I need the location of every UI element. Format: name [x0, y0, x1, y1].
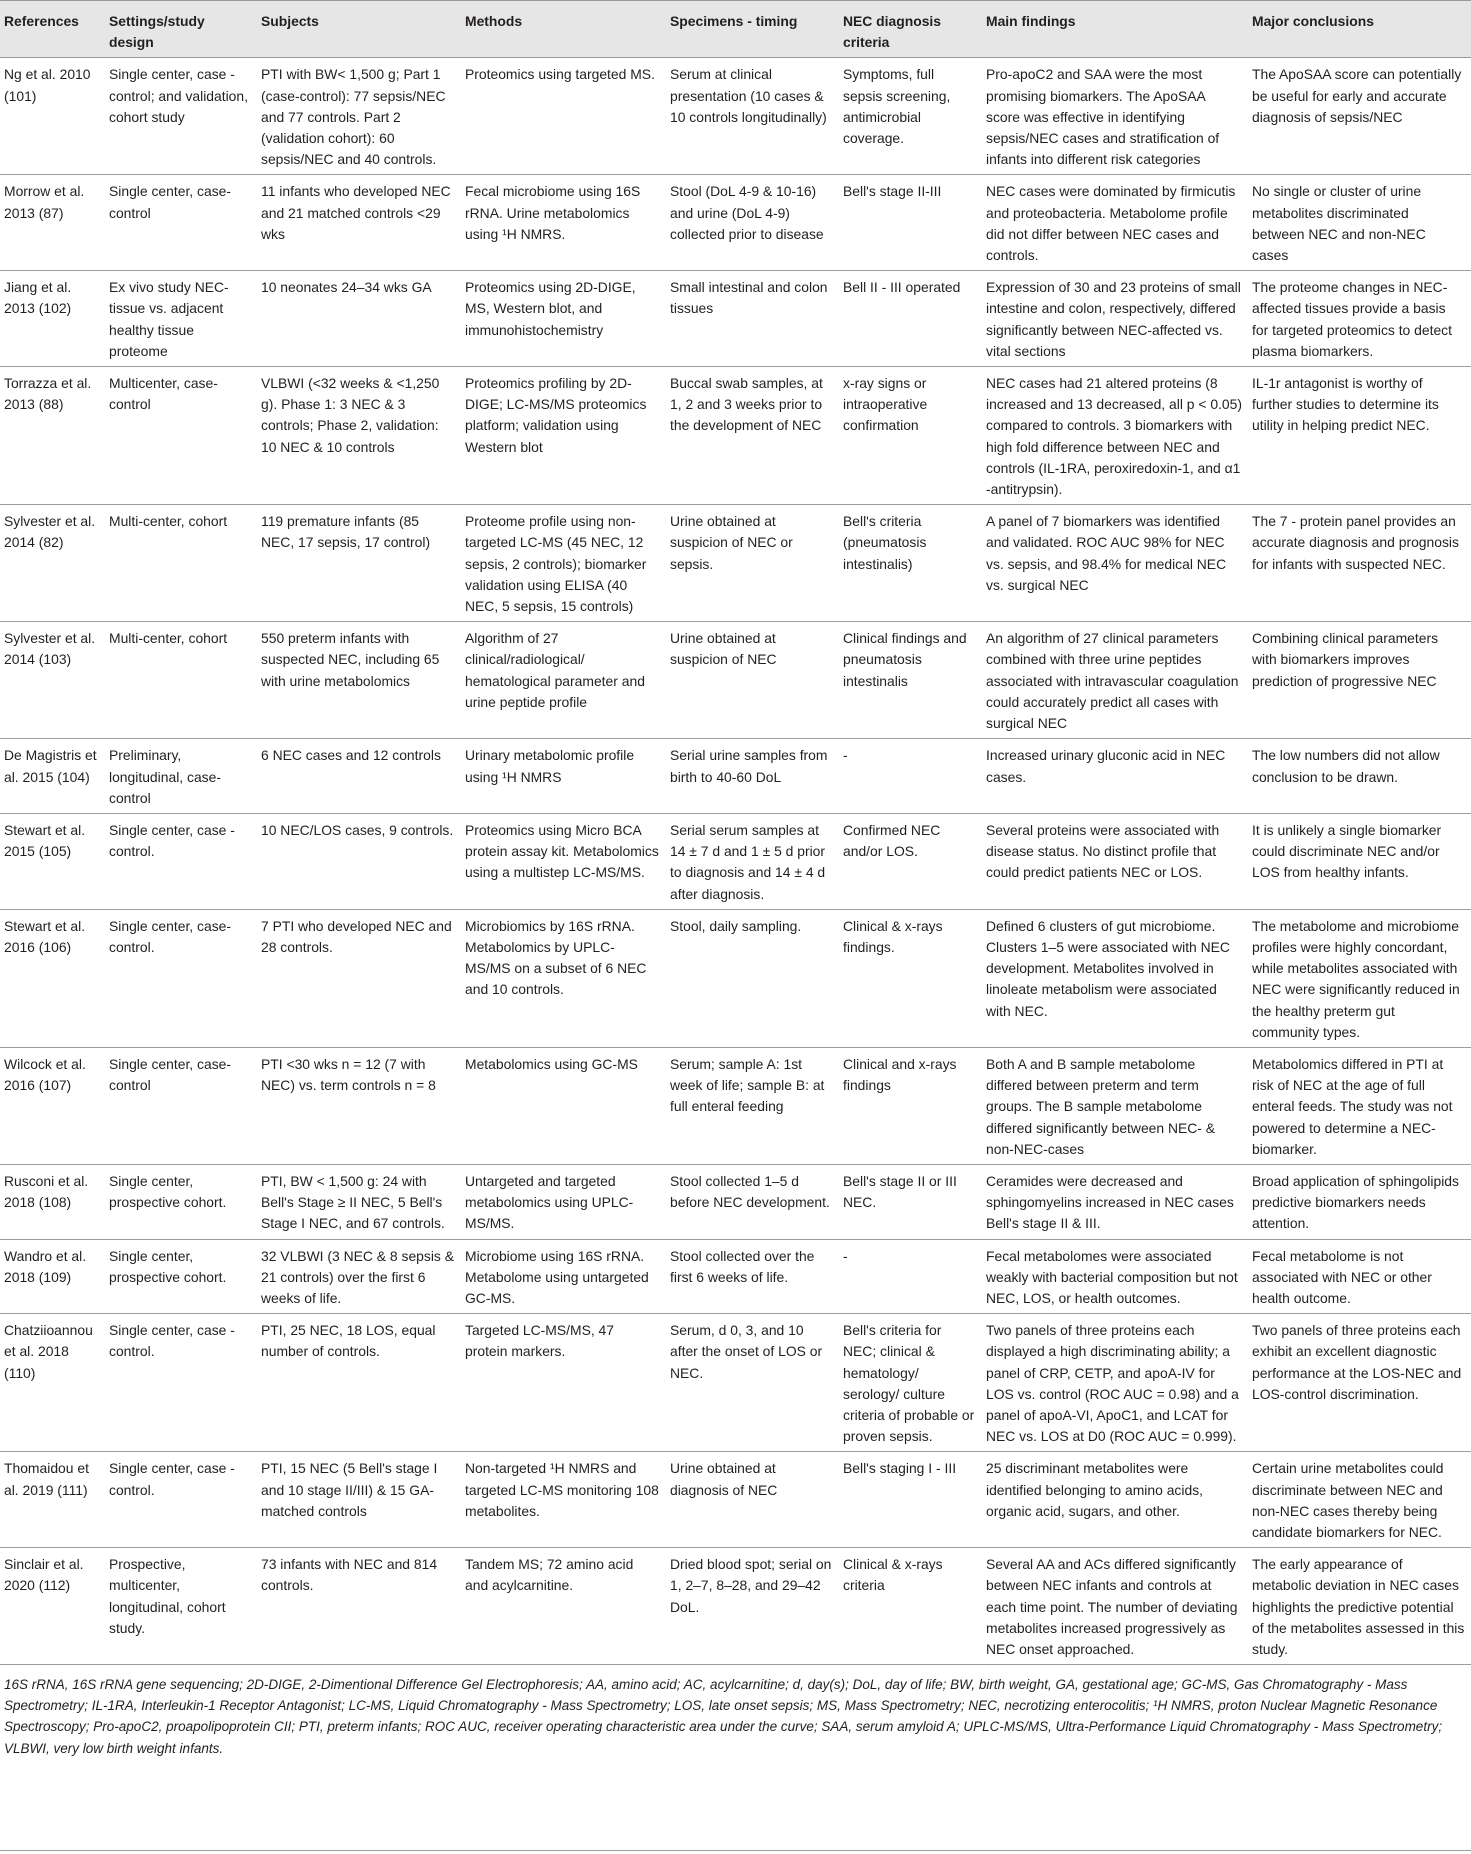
header-nec-diagnosis-criteria: NEC diagnosis criteria — [839, 1, 982, 58]
cell-nec-diagnosis-criteria: Confirmed NEC and/or LOS. — [839, 813, 982, 909]
cell-reference: Sylvester et al. 2014 (82) — [0, 505, 105, 622]
cell-settings-study-design: Multicenter, case-control — [105, 367, 257, 505]
cell-specimens-timing: Serum at clinical presentation (10 cases & 10 controls longitudinally) — [666, 58, 839, 175]
cell-main-findings: Expression of 30 and 23 proteins of small intestine and colon, respectively, differed significantly between NEC-affected vs. vital sections — [982, 271, 1248, 367]
cell-major-conclusions: Metabolomics differed in PTI at risk of NEC at the age of full enteral feeds. The study was not powered to determine a NEC-biomarker. — [1248, 1047, 1471, 1164]
cell-major-conclusions: It is unlikely a single biomarker could discriminate NEC and/or LOS from healthy infants. — [1248, 813, 1471, 909]
cell-reference: Stewart et al. 2016 (106) — [0, 909, 105, 1047]
cell-reference: Ng et al. 2010 (101) — [0, 58, 105, 175]
cell-nec-diagnosis-criteria: Bell's criteria for NEC; clinical & hematology/ serology/ culture criteria of probable or proven sepsis. — [839, 1314, 982, 1452]
cell-specimens-timing: Stool, daily sampling. — [666, 909, 839, 1047]
cell-reference: Sinclair et al. 2020 (112) — [0, 1548, 105, 1665]
cell-main-findings: Two panels of three proteins each displayed a high discriminating ability; a panel of CRP, CETP, and apoA-IV for LOS vs. control (ROC AUC = 0.98) and a panel of apoA-VI, ApoC1, and LCAT for NEC vs. LOS at D0 (ROC AUC = 0.999). — [982, 1314, 1248, 1452]
header-subjects: Subjects — [257, 1, 461, 58]
cell-subjects: 550 preterm infants with suspected NEC, including 65 with urine metabolomics — [257, 622, 461, 739]
cell-major-conclusions: The 7 - protein panel provides an accurate diagnosis and prognosis for infants with suspected NEC. — [1248, 505, 1471, 622]
cell-reference: Thomaidou et al. 2019 (111) — [0, 1452, 105, 1548]
cell-methods: Urinary metabolomic profile using ¹H NMRS — [461, 739, 666, 814]
cell-major-conclusions: Certain urine metabolites could discriminate between NEC and non-NEC cases thereby being candidate biomarkers for NEC. — [1248, 1452, 1471, 1548]
cell-specimens-timing: Serum; sample A: 1st week of life; sample B: at full enteral feeding — [666, 1047, 839, 1164]
cell-main-findings: Pro-apoC2 and SAA were the most promising biomarkers. The ApoSAA score was effective in identifying sepsis/NEC cases and stratification of infants into different risk categories — [982, 58, 1248, 175]
cell-reference: Morrow et al. 2013 (87) — [0, 175, 105, 271]
cell-specimens-timing: Serial urine samples from birth to 40-60 DoL — [666, 739, 839, 814]
cell-reference: Wandro et al. 2018 (109) — [0, 1239, 105, 1314]
cell-main-findings: Several proteins were associated with disease status. No distinct profile that could predict patients NEC or LOS. — [982, 813, 1248, 909]
cell-subjects: 10 neonates 24–34 wks GA — [257, 271, 461, 367]
cell-settings-study-design: Single center, case -control. — [105, 1314, 257, 1452]
cell-major-conclusions: IL-1r antagonist is worthy of further studies to determine its utility in helping predict NEC. — [1248, 367, 1471, 505]
cell-nec-diagnosis-criteria: Bell II - III operated — [839, 271, 982, 367]
cell-main-findings: Ceramides were decreased and sphingomyelins increased in NEC cases Bell's stage II & III. — [982, 1164, 1248, 1239]
cell-settings-study-design: Single center, case - control; and validation, cohort study — [105, 58, 257, 175]
cell-nec-diagnosis-criteria: Bell's criteria (pneumatosis intestinalis) — [839, 505, 982, 622]
cell-subjects: PTI, 25 NEC, 18 LOS, equal number of controls. — [257, 1314, 461, 1452]
cell-specimens-timing: Serum, d 0, 3, and 10 after the onset of LOS or NEC. — [666, 1314, 839, 1452]
table-row — [0, 813, 1471, 909]
table-row — [0, 1164, 1471, 1239]
table-row — [0, 622, 1471, 739]
table-row — [0, 1452, 1471, 1548]
cell-methods: Proteomics profiling by 2D-DIGE; LC-MS/MS proteomics platform; validation using Western blot — [461, 367, 666, 505]
cell-main-findings: Defined 6 clusters of gut microbiome. Clusters 1–5 were associated with NEC development. Metabolites involved in linoleate metabolism were associated with NEC. — [982, 909, 1248, 1047]
header-references: References — [0, 1, 105, 58]
cell-methods: Untargeted and targeted metabolomics using UPLC-MS/MS. — [461, 1164, 666, 1239]
cell-methods: Microbiome using 16S rRNA. Metabolome using untargeted GC-MS. — [461, 1239, 666, 1314]
cell-main-findings: An algorithm of 27 clinical parameters combined with three urine peptides associated with intravascular coagulation could accurately predict all cases with surgical NEC — [982, 622, 1248, 739]
cell-settings-study-design: Multi-center, cohort — [105, 622, 257, 739]
cell-nec-diagnosis-criteria: Symptoms, full sepsis screening, antimicrobial coverage. — [839, 58, 982, 175]
cell-settings-study-design: Single center, case-control — [105, 175, 257, 271]
table-header — [0, 1, 1471, 58]
cell-subjects: 6 NEC cases and 12 controls — [257, 739, 461, 814]
cell-methods: Tandem MS; 72 amino acid and acylcarnitine. — [461, 1548, 666, 1665]
cell-methods: Non-targeted ¹H NMRS and targeted LC-MS monitoring 108 metabolites. — [461, 1452, 666, 1548]
cell-nec-diagnosis-criteria: Clinical & x-rays criteria — [839, 1548, 982, 1665]
cell-methods: Proteomics using Micro BCA protein assay kit. Metabolomics using a multistep LC-MS/MS. — [461, 813, 666, 909]
cell-main-findings: A panel of 7 biomarkers was identified and validated. ROC AUC 98% for NEC vs. sepsis, and 98.4% for medical NEC vs. surgical NEC — [982, 505, 1248, 622]
header-settings-study-design: Settings/study design — [105, 1, 257, 58]
cell-subjects: 119 premature infants (85 NEC, 17 sepsis, 17 control) — [257, 505, 461, 622]
cell-main-findings: NEC cases had 21 altered proteins (8 increased and 13 decreased, all p < 0.05) compared to controls. 3 biomarkers with high fold difference between NEC and controls (IL-1RA, peroxiredoxin-1, and α1 -antitrypsin). — [982, 367, 1248, 505]
cell-methods: Metabolomics using GC-MS — [461, 1047, 666, 1164]
cell-subjects: PTI <30 wks n = 12 (7 with NEC) vs. term controls n = 8 — [257, 1047, 461, 1164]
cell-reference: Jiang et al. 2013 (102) — [0, 271, 105, 367]
header-main-findings: Main findings — [982, 1, 1248, 58]
cell-methods: Proteome profile using non-targeted LC-MS (45 NEC, 12 sepsis, 2 controls); biomarker validation using ELISA (40 NEC, 5 sepsis, 15 controls) — [461, 505, 666, 622]
cell-major-conclusions: Combining clinical parameters with biomarkers improves prediction of progressive NEC — [1248, 622, 1471, 739]
table-row — [0, 1314, 1471, 1452]
cell-major-conclusions: The proteome changes in NEC-affected tissues provide a basis for targeted proteomics to detect plasma biomarkers. — [1248, 271, 1471, 367]
cell-settings-study-design: Single center, case-control. — [105, 909, 257, 1047]
cell-settings-study-design: Preliminary, longitudinal, case-control — [105, 739, 257, 814]
cell-nec-diagnosis-criteria: Bell's stage II-III — [839, 175, 982, 271]
cell-reference: Rusconi et al. 2018 (108) — [0, 1164, 105, 1239]
cell-settings-study-design: Single center, case - control. — [105, 1452, 257, 1548]
table-row — [0, 175, 1471, 271]
bottom-rule — [0, 1850, 1471, 1851]
cell-nec-diagnosis-criteria: Clinical & x-rays findings. — [839, 909, 982, 1047]
cell-subjects: VLBWI (<32 weeks & <1,250 g). Phase 1: 3 NEC & 3 controls; Phase 2, validation: 10 NEC & 10 controls — [257, 367, 461, 505]
cell-main-findings: Several AA and ACs differed significantly between NEC infants and controls at each time point. The number of deviating metabolites increased progressively as NEC onset approached. — [982, 1548, 1248, 1665]
cell-specimens-timing: Urine obtained at suspicion of NEC — [666, 622, 839, 739]
cell-settings-study-design: Ex vivo study NEC-tissue vs. adjacent healthy tissue proteome — [105, 271, 257, 367]
cell-subjects: 10 NEC/LOS cases, 9 controls. — [257, 813, 461, 909]
cell-major-conclusions: Two panels of three proteins each exhibit an excellent diagnostic performance at the LOS-NEC and LOS-control discrimination. — [1248, 1314, 1471, 1452]
cell-major-conclusions: No single or cluster of urine metabolites discriminated between NEC and non-NEC cases — [1248, 175, 1471, 271]
cell-methods: Algorithm of 27 clinical/radiological/ hematological parameter and urine peptide profile — [461, 622, 666, 739]
table-row — [0, 1239, 1471, 1314]
table-row — [0, 505, 1471, 622]
cell-specimens-timing: Stool (DoL 4-9 & 10-16) and urine (DoL 4-9) collected prior to disease — [666, 175, 839, 271]
table-row — [0, 367, 1471, 505]
cell-main-findings: Increased urinary gluconic acid in NEC cases. — [982, 739, 1248, 814]
cell-specimens-timing: Stool collected 1–5 d before NEC development. — [666, 1164, 839, 1239]
cell-specimens-timing: Urine obtained at suspicion of NEC or sepsis. — [666, 505, 839, 622]
cell-nec-diagnosis-criteria: Bell's staging I - III — [839, 1452, 982, 1548]
cell-major-conclusions: The metabolome and microbiome profiles were highly concordant, while metabolites associated with NEC were significantly reduced in the healthy preterm gut community types. — [1248, 909, 1471, 1047]
cell-settings-study-design: Multi-center, cohort — [105, 505, 257, 622]
cell-reference: Wilcock et al. 2016 (107) — [0, 1047, 105, 1164]
cell-main-findings: NEC cases were dominated by firmicutis and proteobacteria. Metabolome profile did not differ between NEC cases and controls. — [982, 175, 1248, 271]
cell-methods: Targeted LC-MS/MS, 47 protein markers. — [461, 1314, 666, 1452]
cell-specimens-timing: Stool collected over the first 6 weeks of life. — [666, 1239, 839, 1314]
table-footnote: 16S rRNA, 16S rRNA gene sequencing; 2D-DIGE, 2-Dimentional Difference Gel Electrophoresis; AA, amino acid; AC, acylcarnitine; d, day(s); DoL, day of life; BW, birth weight, GA, gestational age; GC-MS, Gas Chromatography - Mass Spectrometry; IL-1RA, Interleukin-1 Receptor Antagonist; LC-MS, Liquid Chromatography - Mass Spectrometry; LOS, late onset sepsis; MS, Mass Spectrometry; NEC, necrotizing enterocolitis; ¹H NMRS, proton Nuclear Magnetic Resonance Spectroscopy; Pro-apoC2, proapolipoprotein CII; PTI, preterm infants; ROC AUC, receiver operating characteristic area under the curve; SAA, serum amyloid A; UPLC-MS/MS, Ultra-Performance Liquid Chromatography - Mass Spectrometry; VLBWI, very low birth weight infants. — [4, 1677, 1443, 1756]
cell-methods: Microbiomics by 16S rRNA. Metabolomics by UPLC-MS/MS on a subset of 6 NEC and 10 controls. — [461, 909, 666, 1047]
cell-methods: Proteomics using 2D-DIGE, MS, Western blot, and immunohistochemistry — [461, 271, 666, 367]
cell-specimens-timing: Dried blood spot; serial on 1, 2–7, 8–28, and 29–42 DoL. — [666, 1548, 839, 1665]
cell-settings-study-design: Single center, case -control. — [105, 813, 257, 909]
cell-nec-diagnosis-criteria: x-ray signs or intraoperative confirmation — [839, 367, 982, 505]
cell-major-conclusions: The early appearance of metabolic deviation in NEC cases highlights the predictive potential of the metabolites assessed in this study. — [1248, 1548, 1471, 1665]
cell-major-conclusions: The low numbers did not allow conclusion to be drawn. — [1248, 739, 1471, 814]
cell-major-conclusions: Fecal metabolome is not associated with NEC or other health outcome. — [1248, 1239, 1471, 1314]
header-specimens-timing: Specimens - timing — [666, 1, 839, 58]
cell-nec-diagnosis-criteria: Clinical and x-rays findings — [839, 1047, 982, 1164]
cell-main-findings: 25 discriminant metabolites were identified belonging to amino acids, organic acid, sugars, and other. — [982, 1452, 1248, 1548]
header-major-conclusions: Major conclusions — [1248, 1, 1471, 58]
cell-main-findings: Fecal metabolomes were associated weakly with bacterial composition but not NEC, LOS, or health outcomes. — [982, 1239, 1248, 1314]
cell-reference: Torrazza et al. 2013 (88) — [0, 367, 105, 505]
cell-subjects: 7 PTI who developed NEC and 28 controls. — [257, 909, 461, 1047]
cell-methods: Proteomics using targeted MS. — [461, 58, 666, 175]
cell-subjects: PTI with BW< 1,500 g; Part 1 (case-control): 77 sepsis/NEC and 77 controls. Part 2 (validation cohort): 60 sepsis/NEC and 40 controls. — [257, 58, 461, 175]
cell-subjects: 32 VLBWI (3 NEC & 8 sepsis & 21 controls) over the first 6 weeks of life. — [257, 1239, 461, 1314]
cell-methods: Fecal microbiome using 16S rRNA. Urine metabolomics using ¹H NMRS. — [461, 175, 666, 271]
cell-settings-study-design: Single center, case-control — [105, 1047, 257, 1164]
cell-subjects: PTI, 15 NEC (5 Bell's stage I and 10 stage II/III) & 15 GA-matched controls — [257, 1452, 461, 1548]
table-row — [0, 58, 1471, 175]
cell-nec-diagnosis-criteria: - — [839, 739, 982, 814]
cell-reference: Sylvester et al. 2014 (103) — [0, 622, 105, 739]
cell-nec-diagnosis-criteria: Bell's stage II or III NEC. — [839, 1164, 982, 1239]
cell-subjects: PTI, BW < 1,500 g: 24 with Bell's Stage ≥ II NEC, 5 Bell's Stage I NEC, and 67 controls. — [257, 1164, 461, 1239]
table-row — [0, 739, 1471, 814]
header-methods: Methods — [461, 1, 666, 58]
cell-nec-diagnosis-criteria: - — [839, 1239, 982, 1314]
cell-major-conclusions: The ApoSAA score can potentially be useful for early and accurate diagnosis of sepsis/NEC — [1248, 58, 1471, 175]
cell-subjects: 73 infants with NEC and 814 controls. — [257, 1548, 461, 1665]
cell-reference: Chatziioannou et al. 2018 (110) — [0, 1314, 105, 1452]
cell-subjects: 11 infants who developed NEC and 21 matched controls <29 wks — [257, 175, 461, 271]
table-body — [0, 58, 1471, 1665]
cell-reference: De Magistris et al. 2015 (104) — [0, 739, 105, 814]
cell-specimens-timing: Small intestinal and colon tissues — [666, 271, 839, 367]
cell-main-findings: Both A and B sample metabolome differed between preterm and term groups. The B sample metabolome differed significantly between NEC- & non-NEC-cases — [982, 1047, 1248, 1164]
cell-major-conclusions: Broad application of sphingolipids predictive biomarkers needs attention. — [1248, 1164, 1471, 1239]
cell-settings-study-design: Single center, prospective cohort. — [105, 1164, 257, 1239]
table-row — [0, 271, 1471, 367]
table-row — [0, 1548, 1471, 1665]
cell-specimens-timing: Buccal swab samples, at 1, 2 and 3 weeks prior to the development of NEC — [666, 367, 839, 505]
cell-specimens-timing: Urine obtained at diagnosis of NEC — [666, 1452, 839, 1548]
cell-reference: Stewart et al. 2015 (105) — [0, 813, 105, 909]
cell-settings-study-design: Single center, prospective cohort. — [105, 1239, 257, 1314]
table-row — [0, 1047, 1471, 1164]
table-row — [0, 909, 1471, 1047]
cell-specimens-timing: Serial serum samples at 14 ± 7 d and 1 ± 5 d prior to diagnosis and 14 ± 4 d after diagnosis. — [666, 813, 839, 909]
cell-nec-diagnosis-criteria: Clinical findings and pneumatosis intestinalis — [839, 622, 982, 739]
cell-settings-study-design: Prospective, multicenter, longitudinal, cohort study. — [105, 1548, 257, 1665]
